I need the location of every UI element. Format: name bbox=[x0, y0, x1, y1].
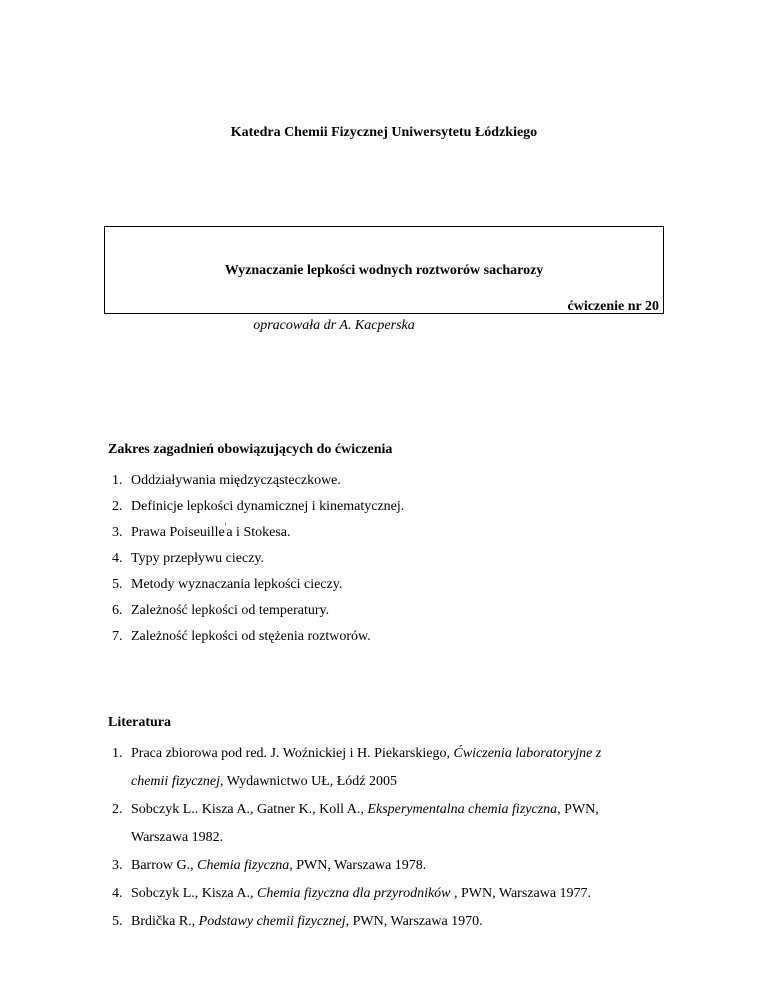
item-number: 5. bbox=[112, 914, 123, 929]
exercise-number: ćwiczenie nr 20 bbox=[567, 299, 659, 314]
list-item bbox=[112, 546, 404, 572]
item-number: 3. bbox=[112, 525, 123, 540]
ref-prefix: Barrow G., bbox=[131, 858, 198, 873]
list-item bbox=[112, 796, 672, 852]
item-number: 3. bbox=[112, 858, 123, 873]
item-number: 1. bbox=[112, 746, 123, 761]
list-item bbox=[112, 494, 404, 520]
ref-prefix: Brdička R., bbox=[131, 914, 199, 929]
item-number: 5. bbox=[112, 577, 123, 592]
item-text: Metody wyznaczania lepkości cieczy. bbox=[131, 577, 343, 592]
item-text-after: a i Stokesa. bbox=[226, 525, 291, 540]
list-item bbox=[112, 572, 404, 598]
ref-book-title-cont: chemii fizycznej, bbox=[131, 774, 224, 789]
ref-prefix: Praca zbiorowa pod red. J. Woźnickiej i H. Piekarskiego, bbox=[131, 746, 454, 761]
list-item bbox=[112, 520, 404, 546]
item-number: 2. bbox=[112, 499, 123, 514]
ref-prefix: Sobczyk L., Kisza A., bbox=[131, 886, 257, 901]
ref-book-title: Ćwiczenia laboratoryjne z bbox=[453, 746, 602, 761]
item-number: 2. bbox=[112, 802, 123, 817]
apostrophe-mark: ' bbox=[224, 522, 227, 532]
department-header: Katedra Chemii Fizycznej Uniwersytetu Łódzkiego bbox=[230, 125, 538, 140]
ref-publisher: , PWN, Warszawa 1977. bbox=[450, 886, 592, 901]
item-number: 4. bbox=[112, 886, 123, 901]
literature-heading: Literatura bbox=[108, 715, 171, 730]
list-item bbox=[112, 598, 404, 624]
ref-prefix: Sobczyk L.. Kisza A., Gatner K., Koll A., bbox=[131, 802, 368, 817]
item-text: Zależność lepkości od temperatury. bbox=[131, 603, 330, 618]
exercise-title: Wyznaczanie lepkości wodnych roztworów sacharozy bbox=[224, 263, 544, 278]
list-item bbox=[112, 468, 404, 494]
ref-publisher: , PWN, Warszawa 1970. bbox=[345, 914, 483, 929]
ref-book-title: Chemia fizyczna bbox=[197, 858, 290, 873]
title-box bbox=[104, 226, 664, 314]
list-item bbox=[112, 880, 672, 908]
item-number: 1. bbox=[112, 473, 123, 488]
item-text-before: Prawa Poiseuille bbox=[131, 525, 225, 540]
item-text: Oddziaływania międzycząsteczkowe. bbox=[131, 473, 341, 488]
ref-publisher: , PWN, Warszawa 1978. bbox=[289, 858, 427, 873]
ref-place-year: Warszawa 1982. bbox=[131, 830, 224, 845]
list-item bbox=[112, 852, 672, 880]
item-number: 4. bbox=[112, 551, 123, 566]
list-item bbox=[112, 740, 672, 796]
literature-list bbox=[112, 740, 672, 936]
list-item bbox=[112, 624, 404, 650]
item-text: Definicje lepkości dynamicznej i kinematycznej. bbox=[131, 499, 405, 514]
ref-book-title: Podstawy chemii fizycznej bbox=[198, 914, 346, 929]
ref-book-title: Eksperymentalna chemia fizyczna bbox=[367, 802, 558, 817]
topics-list bbox=[112, 468, 404, 650]
ref-publisher: , PWN, bbox=[557, 802, 599, 817]
item-text: Typy przepływu cieczy. bbox=[131, 551, 264, 566]
list-item bbox=[112, 908, 672, 936]
item-number: 7. bbox=[112, 629, 123, 644]
ref-book-title: Chemia fizyczna dla przyrodników bbox=[256, 886, 451, 901]
author-line: opracowała dr A. Kacperska bbox=[253, 318, 415, 333]
ref-publisher: Wydawnictwo UŁ, Łódź 2005 bbox=[223, 774, 398, 789]
item-text: Zależność lepkości od stężenia roztworów. bbox=[131, 629, 371, 644]
item-number: 6. bbox=[112, 603, 123, 618]
topics-heading: Zakres zagadnień obowiązujących do ćwiczenia bbox=[108, 442, 393, 457]
